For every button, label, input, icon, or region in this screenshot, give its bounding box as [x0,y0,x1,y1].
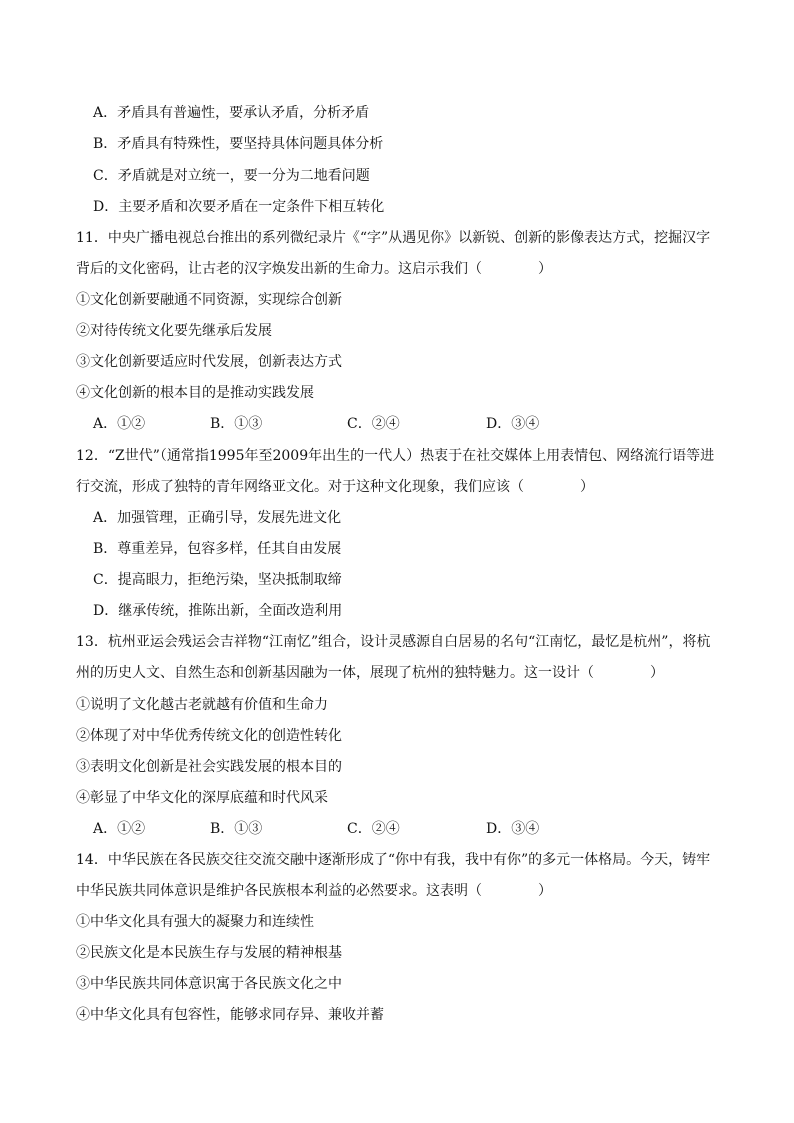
option-a: A．①② [93,821,146,837]
question-14-statement: ②民族文化是本民族生存与发展的精神根基 [76,945,342,961]
option-a: A．①② [93,416,146,432]
question-14-statement: ①中华文化具有强大的凝聚力和连续性 [76,914,314,930]
question-11-statement: ④文化创新的根本目的是推动实践发展 [76,385,314,401]
option-a: A．加强管理，正确引导，发展先进文化 [93,510,342,526]
question-13-statement: ③表明文化创新是社会实践发展的根本目的 [76,759,342,775]
question-12-stem-line2: 行交流，形成了独特的青年网络亚文化。对于这种文化现象，我们应该（ ） [76,479,594,495]
option-d: D．③④ [486,821,540,837]
question-14-stem-line2: 中华民族共同体意识是维护各民族根本利益的必然要求。这表明（ ） [76,883,552,899]
question-13-stem-line1: 13．杭州亚运会残运会吉祥物“江南忆”组合，设计灵感源自白居易的名句“江南忆，最忆是杭州”，将杭 [76,634,711,650]
question-14-statement: ④中华文化具有包容性，能够求同存异、兼收并蓄 [76,1007,384,1023]
question-11-statement: ①文化创新要融通不同资源，实现综合创新 [76,292,342,308]
question-13-stem-line2: 州的历史人文、自然生态和创新基因融为一体，展现了杭州的独特魅力。这一设计（ ） [76,665,664,681]
question-11-statement: ②对待传统文化要先继承后发展 [76,323,272,339]
option-d: D．继承传统，推陈出新，全面改造利用 [93,603,343,619]
question-11-stem-line1: 11．中央广播电视总台推出的系列微纪录片《“字”从遇见你》以新锐、创新的影像表达方式，挖掘汉字 [76,230,711,246]
question-11-statement: ③文化创新要适应时代发展，创新表达方式 [76,354,342,370]
option-a: A．矛盾具有普遍性，要承认矛盾，分析矛盾 [93,105,370,121]
option-c: C．矛盾就是对立统一，要一分为二地看问题 [93,168,370,184]
option-b: B．尊重差异，包容多样，任其自由发展 [93,541,342,557]
question-13-statement: ④彰显了中华文化的深厚底蕴和时代风采 [76,790,328,806]
question-13-statement: ①说明了文化越古老就越有价值和生命力 [76,697,328,713]
option-b: B．矛盾具有特殊性，要坚持具体问题具体分析 [93,136,384,152]
option-b: B．①③ [210,416,263,432]
question-14-stem-line1: 14．中华民族在各民族交往交流交融中逐渐形成了“你中有我，我中有你”的多元一体格局。今天，铸牢 [76,852,711,868]
option-c: C．②④ [347,416,400,432]
option-d: D．主要矛盾和次要矛盾在一定条件下相互转化 [93,199,385,215]
option-c: C．提高眼力，拒绝污染，坚决抵制取缔 [93,572,342,588]
question-11-options [93,414,733,434]
question-13-statement: ②体现了对中华优秀传统文化的创造性转化 [76,728,342,744]
question-11-stem-line2: 背后的文化密码，让古老的汉字焕发出新的生命力。这启示我们（ ） [76,261,552,277]
question-12-stem-line1: 12．“Z世代”（通常指1995年至2009年出生的一代人）热衷于在社交媒体上用表情包、网络流行语等进 [76,448,715,464]
option-c: C．②④ [347,821,400,837]
option-d: D．③④ [486,416,540,432]
option-b: B．①③ [210,821,263,837]
question-13-options [93,819,733,839]
question-14-statement: ③中华民族共同体意识寓于各民族文化之中 [76,976,342,992]
